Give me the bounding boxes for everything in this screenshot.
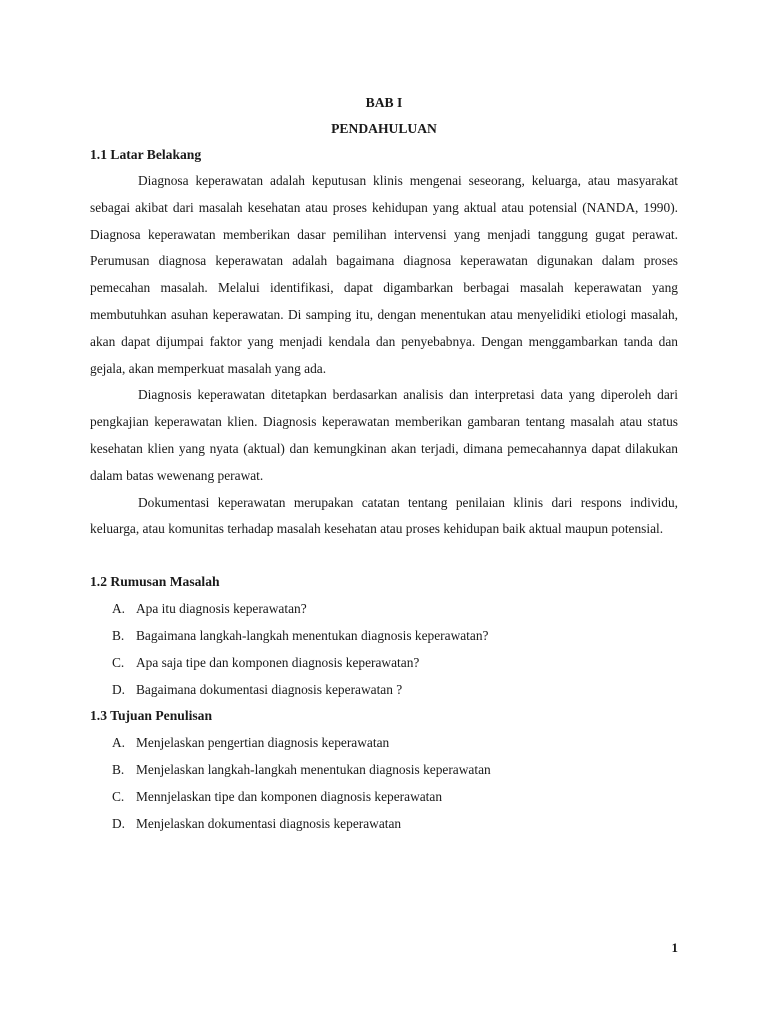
list-item-text: Menjelaskan dokumentasi diagnosis keperawatan <box>136 816 402 832</box>
list-item-text: Bagaimana dokumentasi diagnosis keperawatan ? <box>136 682 403 698</box>
list-item <box>90 595 678 622</box>
list-marker: C. <box>112 655 125 671</box>
paragraph: Dokumentasi keperawatan merupakan catatan tentang penilaian klinis dari respons individu, keluarga, atau komunitas terhadap masalah kesehatan atau proses kehidupan baik aktual maupun potensial. <box>90 494 678 537</box>
list-marker: D. <box>112 682 126 698</box>
list-item <box>90 649 678 676</box>
chapter-title: PENDAHULUAN <box>331 121 437 136</box>
list-marker: A. <box>112 601 126 617</box>
document-page <box>90 90 678 837</box>
list-item-text: Menjelaskan langkah-langkah menentukan diagnosis keperawatan <box>136 762 491 778</box>
spacer <box>90 543 678 569</box>
section-heading-latar-belakang: 1.1 Latar Belakang <box>90 147 202 162</box>
list-marker: A. <box>112 735 126 751</box>
list-item <box>90 756 678 783</box>
list-item <box>90 729 678 756</box>
list-marker: B. <box>112 762 125 778</box>
list-item-text: Mennjelaskan tipe dan komponen diagnosis keperawatan <box>136 789 443 805</box>
rumusan-masalah-list <box>90 595 678 703</box>
list-marker: B. <box>112 628 125 644</box>
section-heading-tujuan-penulisan: 1.3 Tujuan Penulisan <box>90 708 213 724</box>
list-item-text: Bagaimana langkah-langkah menentukan diagnosis keperawatan? <box>136 628 489 644</box>
list-marker: C. <box>112 789 125 805</box>
chapter-label: BAB I <box>365 95 403 110</box>
list-item-text: Apa saja tipe dan komponen diagnosis keperawatan? <box>136 655 420 671</box>
list-item-text: Menjelaskan pengertian diagnosis keperawatan <box>136 735 390 751</box>
list-item-text: Apa itu diagnosis keperawatan? <box>136 601 307 617</box>
list-item <box>90 622 678 649</box>
paragraph: Diagnosa keperawatan adalah keputusan klinis mengenai seseorang, keluarga, atau masyarakat sebagai akibat dari masalah kesehatan atau proses kehidupan yang aktual atau potensial (NANDA, 1990). Diagnosa keperawatan memberikan dasar pemilihan intervensi yang menjadi tanggung gugat perawat. Perumusan diagnosa keperawatan adalah bagaimana diagnosa keperawatan digunakan dalam proses pemecahan masalah. Melalui identifikasi, dapat digambarkan berbagai masalah keperawatan yang membutuhkan asuhan keperawatan. Di samping itu, dengan menentukan atau menyelidiki etiologi masalah, akan dapat dijumpai faktor yang menjadi kendala dan penyebabnya. Dengan menggambarkan tanda dan gejala, akan memperkuat masalah yang ada. <box>90 173 678 376</box>
list-item <box>90 676 678 703</box>
page-number: 1 <box>671 940 678 955</box>
paragraph: Diagnosis keperawatan ditetapkan berdasarkan analisis dan interpretasi data yang diperoleh dari pengkajian keperawatan klien. Diagnosis keperawatan memberikan gambaran tentang masalah atau status kesehatan klien yang nyata (aktual) dan kemungkinan akan terjadi, dimana pemecahannya dapat dilakukan dalam batas wewenang perawat. <box>90 387 678 483</box>
list-item <box>90 783 678 810</box>
list-item <box>90 810 678 837</box>
tujuan-penulisan-list <box>90 729 678 837</box>
list-marker: D. <box>112 816 126 832</box>
section-heading-rumusan-masalah: 1.2 Rumusan Masalah <box>90 574 220 590</box>
